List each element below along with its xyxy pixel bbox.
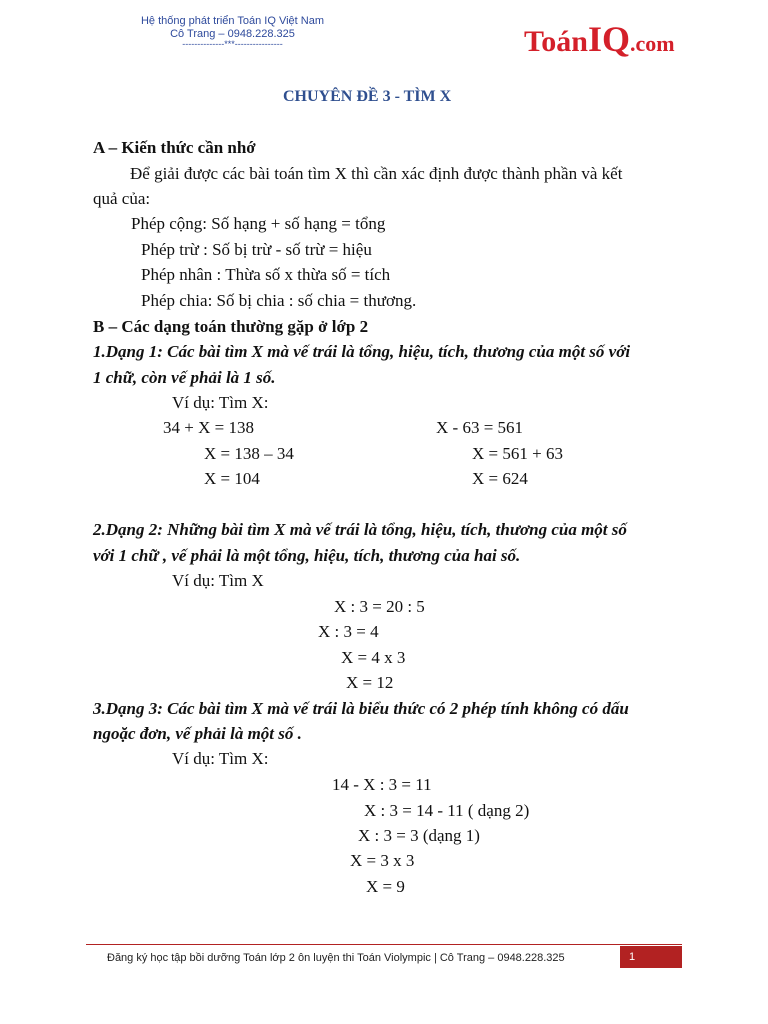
dang2-title-1: 2.Dạng 2: Những bài tìm X mà vế trái là tổng, hiệu, tích, thương của một số	[93, 520, 627, 539]
dang2-step-3: X = 4 x 3	[341, 648, 406, 667]
dang1-right-1: X - 63 = 561	[436, 418, 524, 437]
header-line-1: Hệ thống phát triển Toán IQ Việt Nam	[140, 15, 325, 27]
dang3-step-4: X = 3 x 3	[350, 851, 415, 870]
dang3-title-1: 3.Dạng 3: Các bài tìm X mà vế trái là biểu thức có 2 phép tính không có dấu	[93, 699, 629, 718]
header-line-3: --------------***----------------	[182, 39, 283, 49]
header-line-2: Cô Trang – 0948.228.325	[170, 28, 295, 40]
dang1-right-3: X = 624	[472, 469, 528, 488]
footer-text: Đăng ký học tập bồi dưỡng Toán lớp 2 ôn luyện thi Toán Violympic | Cô Trang – 0948.228.325	[107, 952, 565, 964]
rule-multiplication: Phép nhân : Thừa số x thừa số = tích	[141, 265, 391, 284]
dang3-title-2: ngoặc đơn, vế phải là một số .	[93, 724, 302, 743]
dang2-step-4: X = 12	[346, 673, 394, 692]
dang2-example: Ví dụ: Tìm X	[172, 571, 264, 590]
dang2-title-2: với 1 chữ , vế phải là một tổng, hiệu, tích, thương của hai số.	[93, 546, 521, 565]
dang1-left-1: 34 + X = 138	[163, 418, 254, 437]
footer-rule	[86, 944, 682, 945]
dang2-step-2: X : 3 = 4	[318, 622, 379, 641]
dang3-example: Ví dụ: Tìm X:	[172, 749, 269, 768]
section-b-heading: B – Các dạng toán thường gặp ở lớp 2	[93, 317, 369, 336]
section-a-intro-1: Để giải được các bài toán tìm X thì cần xác định được thành phần và kết	[130, 164, 623, 183]
dang3-step-5: X = 9	[366, 877, 405, 896]
dang2-step-1: X : 3 = 20 : 5	[334, 597, 425, 616]
page-number: 1	[620, 946, 682, 968]
dang1-title-2: 1 chữ, còn vế phải là 1 số.	[93, 368, 276, 387]
dang3-step-1: 14 - X : 3 = 11	[332, 775, 432, 794]
dang1-right-2: X = 561 + 63	[472, 444, 563, 463]
rule-addition: Phép cộng: Số hạng + số hạng = tổng	[131, 214, 386, 233]
dang3-step-2: X : 3 = 14 - 11 ( dạng 2)	[364, 801, 530, 820]
section-a-heading: A – Kiến thức cần nhớ	[93, 138, 256, 157]
dang1-left-3: X = 104	[204, 469, 260, 488]
dang1-title-1: 1.Dạng 1: Các bài tìm X mà vế trái là tổng, hiệu, tích, thương của một số với	[93, 342, 631, 361]
toaniq-logo: ToánIQ.com	[524, 19, 675, 59]
dang1-example: Ví dụ: Tìm X:	[172, 393, 269, 412]
page-title: CHUYÊN ĐỀ 3 - TÌM X	[283, 88, 452, 105]
rule-division: Phép chia: Số bị chia : số chia = thương.	[141, 291, 417, 310]
rule-subtraction: Phép trừ : Số bị trừ - số trừ = hiệu	[141, 240, 372, 259]
dang1-left-2: X = 138 – 34	[204, 444, 294, 463]
section-a-intro-2: quả của:	[93, 189, 151, 208]
dang3-step-3: X : 3 = 3 (dạng 1)	[358, 826, 480, 845]
